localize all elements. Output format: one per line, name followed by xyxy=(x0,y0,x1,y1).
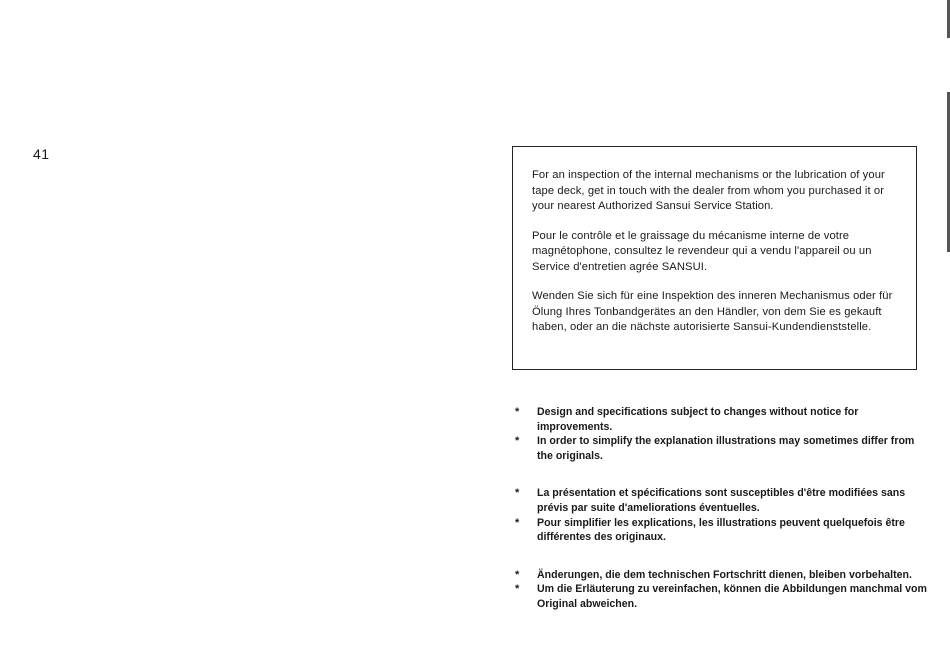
service-notice-box xyxy=(512,146,917,370)
note-text: La présentation et spécifications sont susceptibles d'être modifiées sans prévis par suite d'ameliorations éventuelles. xyxy=(537,487,906,514)
page-number: 41 xyxy=(33,146,50,162)
notes-french xyxy=(515,486,933,544)
note-item xyxy=(515,434,933,463)
note-text: In order to simplify the explanation illustrations may sometimes differ from the originals. xyxy=(537,435,915,462)
notice-paragraph-german: Wenden Sie sich für eine Inspektion des inneren Mechanismus oder für Ölung Ihres Tonbandgerätes an den Händler, von dem Sie es gekauft haben, oder an die nächste autorisierte Sansui-Kundendienststelle. xyxy=(532,290,893,333)
note-item xyxy=(515,405,933,434)
note-text: Änderungen, die dem technischen Fortschritt dienen, bleiben vorbehalten. xyxy=(537,568,912,581)
note-item xyxy=(515,516,933,545)
bullet-asterisk: * xyxy=(515,583,520,596)
notes-english xyxy=(515,405,933,463)
bullet-asterisk: * xyxy=(515,487,520,500)
note-text: Design and specifications subject to changes without notice for improvements. xyxy=(537,406,859,433)
notice-paragraph-french: Pour le contrôle et le graissage du mécanisme interne de votre magnétophone, consultez le revendeur qui a vendu l'appareil ou un Service d'entretien agrée SANSUI. xyxy=(532,229,872,273)
bullet-asterisk: * xyxy=(515,435,520,448)
note-item xyxy=(515,568,933,583)
note-text: Pour simplifier les explications, les illustrations peuvent quelquefois être différentes des originaux. xyxy=(537,516,905,544)
note-text: Um die Erläuterung zu vereinfachen, können die Abbildungen manchmal vom Original abweichen. xyxy=(537,583,927,610)
bullet-asterisk: * xyxy=(515,516,520,529)
note-item xyxy=(515,582,933,611)
bullet-asterisk: * xyxy=(515,406,520,418)
bullet-asterisk: * xyxy=(515,568,520,581)
notice-paragraph-english: For an inspection of the internal mechanisms or the lubrication of your tape deck, get in touch with the dealer from whom you purchased it or your nearest Authorized Sansui Service Station. xyxy=(532,169,885,212)
specification-notes xyxy=(515,405,933,635)
notes-german xyxy=(515,568,933,612)
note-item xyxy=(515,486,933,515)
